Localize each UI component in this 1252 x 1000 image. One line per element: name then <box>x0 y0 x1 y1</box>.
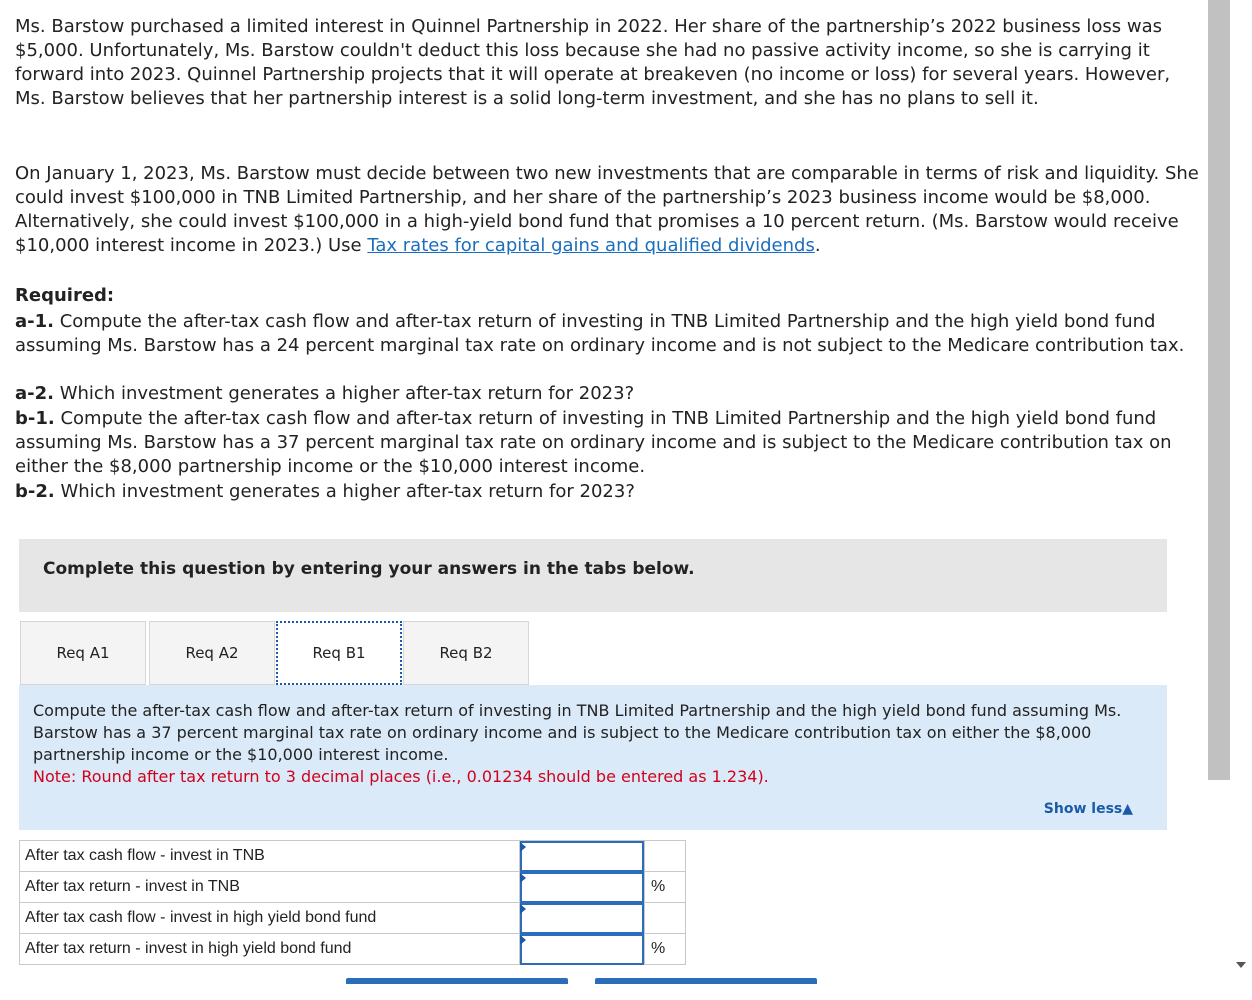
input-marker-icon <box>520 873 526 883</box>
input-cell <box>520 841 645 872</box>
tnb-return-input[interactable] <box>520 872 644 903</box>
tab-req-b1[interactable]: Req B1 <box>276 621 402 685</box>
input-marker-icon <box>520 904 526 914</box>
unit-cell <box>645 903 686 934</box>
table-row <box>20 934 686 965</box>
percent-unit: % <box>645 934 686 965</box>
tnb-cash-flow-input[interactable] <box>520 841 644 872</box>
instruction-text <box>33 700 1153 788</box>
vertical-scrollbar[interactable] <box>1208 0 1252 1000</box>
question-panel-header <box>19 539 1167 612</box>
row-label-bond-return: After tax return - invest in high yield bond fund <box>20 934 520 965</box>
problem-paragraph-2 <box>15 162 1200 258</box>
required-title: Required: <box>15 285 115 306</box>
next-button[interactable] <box>595 978 817 984</box>
required-a2 <box>15 382 1200 406</box>
tab-req-a1[interactable]: Req A1 <box>20 621 146 685</box>
tab-req-b2[interactable]: Req B2 <box>403 621 529 685</box>
required-b1-label: b-1. <box>15 408 55 429</box>
required-b2 <box>15 480 1200 504</box>
required-a2-label: a-2. <box>15 383 54 404</box>
prev-button[interactable] <box>346 978 568 984</box>
required-b1 <box>15 407 1200 479</box>
bond-cash-flow-input[interactable] <box>520 903 644 934</box>
table-row <box>20 841 686 872</box>
problem-paragraph-1: Ms. Barstow purchased a limited interest in Quinnel Partnership in 2022. Her share of the partnership’s 2022 business loss was $5,000. Unfortunately, Ms. Barstow couldn't deduct this loss because she had no passive activity income, so she is carrying it forward into 2023. Quinnel Partnership projects that it will operate at breakeven (no income or loss) for several years. However, Ms. Barstow believes that her partnership interest is a solid long-term investment, and she has no plans to sell it. <box>15 16 1171 109</box>
input-cell <box>520 934 645 965</box>
row-label-tnb-cash-flow: After tax cash flow - invest in TNB <box>20 841 520 872</box>
panel-heading: Complete this question by entering your answers in the tabs below. <box>43 559 695 579</box>
instruction-box <box>19 685 1167 830</box>
input-marker-icon <box>520 935 526 945</box>
link-suffix: . <box>814 235 821 256</box>
tab-req-a2[interactable]: Req A2 <box>149 621 275 685</box>
input-marker-icon <box>520 842 526 852</box>
required-b2-label: b-2. <box>15 481 55 502</box>
scrollbar-thumb[interactable] <box>1208 0 1230 780</box>
row-label-tnb-return: After tax return - invest in TNB <box>20 872 520 903</box>
table-row <box>20 872 686 903</box>
instruction-body: Compute the after-tax cash flow and after-tax return of investing in TNB Limited Partnership and the high yield bond fund assuming Ms. Barstow has a 37 percent marginal tax rate on ordinary income and is subject to the Medicare contribution tax on either the $8,000 partnership income or the $10,000 interest income. <box>33 701 1122 764</box>
rounding-note: Note: Round after tax return to 3 decimal places (i.e., 0.01234 should be entered as 1.234). <box>33 767 769 786</box>
required-a1-label: a-1. <box>15 311 54 332</box>
tax-rates-link[interactable]: Tax rates for capital gains and qualified dividends <box>367 235 815 256</box>
answer-table <box>19 840 686 965</box>
row-label-bond-cash-flow: After tax cash flow - invest in high yield bond fund <box>20 903 520 934</box>
required-a2-text: Which investment generates a higher after-tax return for 2023? <box>59 383 635 404</box>
required-a1-text: Compute the after-tax cash flow and after-tax return of investing in TNB Limited Partnership and the high yield bond fund assuming Ms. Barstow has a 24 percent marginal tax rate on ordinary income and is not subject to the Medicare contribution tax. <box>15 311 1185 356</box>
input-cell <box>520 903 645 934</box>
show-less-button[interactable]: Show less▲ <box>1043 801 1133 817</box>
table-row <box>20 903 686 934</box>
percent-unit: % <box>645 872 686 903</box>
required-b1-text: Compute the after-tax cash flow and after-tax return of investing in TNB Limited Partnership and the high yield bond fund assuming Ms. Barstow has a 37 percent marginal tax rate on ordinary income and is subject to the Medicare contribution tax on either the $8,000 partnership income or the $10,000 interest income. <box>15 408 1172 477</box>
scroll-down-icon[interactable] <box>1236 962 1246 968</box>
unit-cell <box>645 841 686 872</box>
required-a1 <box>15 310 1200 358</box>
required-b2-text: Which investment generates a higher after-tax return for 2023? <box>60 481 635 502</box>
paragraph-2-text: On January 1, 2023, Ms. Barstow must decide between two new investments that are comparable in terms of risk and liquidity. She could invest $100,000 in TNB Limited Partnership, and her share of the partnership’s 2023 business income would be $8,000. Alternatively, she could invest $100,000 in a high-yield bond fund that promises a 10 percent return. (Ms. Barstow would receive $10,000 interest income in 2023.) Use <box>15 163 1199 256</box>
input-cell <box>520 872 645 903</box>
bond-return-input[interactable] <box>520 934 644 965</box>
